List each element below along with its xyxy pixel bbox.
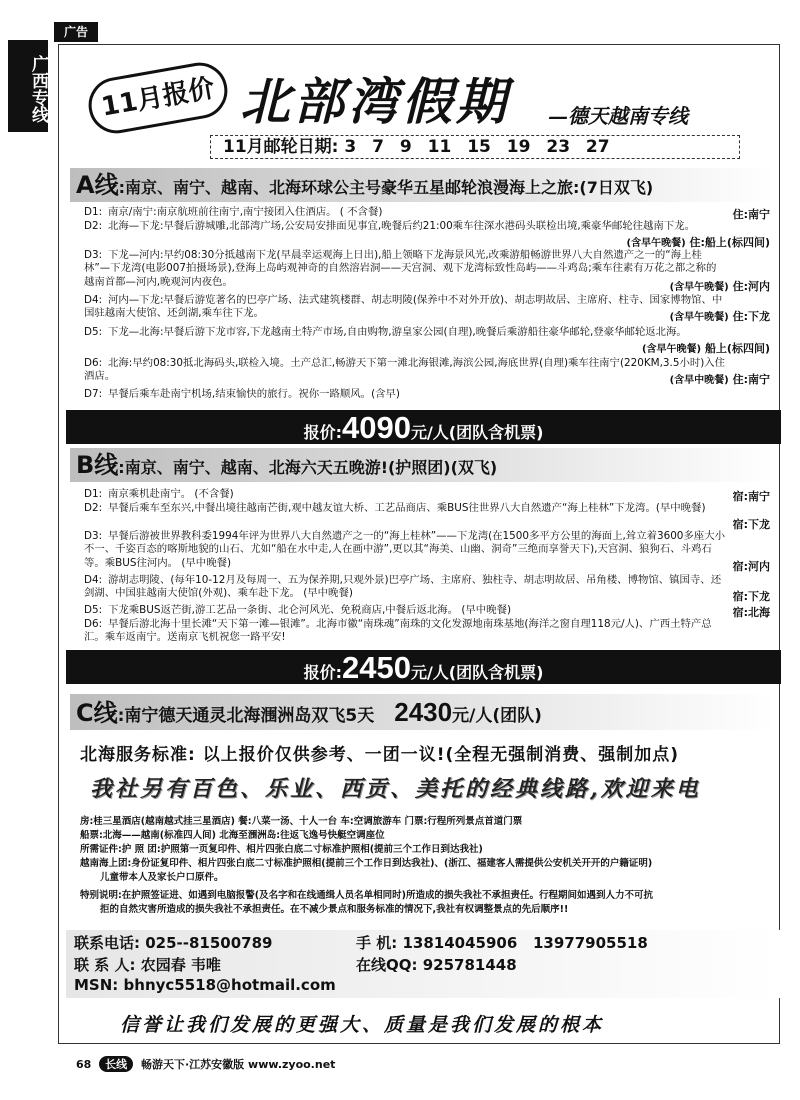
price-label: 报价: [303,423,342,442]
ad-tag: 广告 [54,22,98,42]
line-a-day: D4: 河内—下龙:早餐后游览著名的巴亭广场、法式建筑楼群、胡志明陵(保养中不对外开放)、胡志明故居、主席府、柱寺、国家博物馆、中国驻越南大使馆、还剑湖,乘车往下龙。 [84,294,723,320]
line-b-stay: 宿:下龙 [732,518,770,531]
line-b-prefix: B线 [76,451,119,479]
note-line: 儿童带本人及家长户口原件。 [100,872,224,883]
line-a-day: D3: 下龙—河内:早约08:30分抵越南下龙(早晨幸运观海上日出),船上领略下龙海景风光,改乘游船畅游世界八大自然遗产之一的“海上桂林”—下龙湾(电影007拍摄场景),登海上岛屿观神奇的自然溶岩洞——天宫洞、观下龙湾标致性岛屿——斗鸡岛;乘车往素有万花之都之称的越南首都—河内,晚观河内夜色。 [84,249,717,288]
note-line: 特别说明:在护照签证进、如遇到电脑报警(及名字和在线通缉人员名单相同时)所造成的损失我社不承担责任。行程期间如遇到人力不可抗 [80,890,653,901]
line-c-prefix: C线 [76,699,118,727]
sailing-dates-box [210,135,740,159]
motto: 信誉让我们发展的更强大、质量是我们发展的根本 [120,1014,605,1036]
price-value: 4090 [341,410,411,445]
line-a-header [70,168,775,202]
line-b-day: D4: 游胡志明陵、(每年10-12月及每周一、五为保养期,只观外景)巴亭广场、主席府、独柱寺、胡志明故居、吊角楼、博物馆、镇国寺、还剑湖、中国驻越南大使馆(外观)、乘车赴下龙。 (早中晚餐) [84,574,722,600]
footer-brand: 畅游天下·江苏安徽版 [141,1058,245,1071]
contact-mobile: 手 机: 13814045906 13977905518 [356,934,648,952]
line-a-day: D1: 南京/南宁:南京航班前往南宁,南宁接团入住酒店。 ( 不含餐) [84,206,383,218]
note-line: 越南海上团:身份证复印件、相片四张白底二寸标准护照相(提前三个工作日到达我社)、(浙江、福建客人需提供公安机关开开的户籍证明) [80,858,653,869]
line-b-day: D3: 早餐后游被世界教科委1994年评为世界八大自然遗产之一的“海上桂林”——下龙湾(在1500多平方公里的海面上,耸立着3600多座大小不一、千姿百态的喀斯地貌的山石、尤如“船在水中走,人在画中游”,更以其“海美、山幽、洞奇”三绝而享誉天下),天宫洞、狼狗石、斗鸡石等。乘BUS往河内。 (早中晚餐) [84,530,725,569]
note-line: 船票:北海——越南(标准四人间) 北海至涠洲岛:往返飞逸号快艇空调座位 [80,830,385,841]
line-b-stay: 宿:南宁 [732,490,770,503]
contact-msn: MSN: bhnyc5518@hotmail.com [74,976,336,994]
line-a-stay: (含早午晚餐) 船上(标四间) [641,342,770,355]
line-a-stay: (含早午晚餐) 住:下龙 [669,310,770,323]
note-line: 房:桂三星酒店(越南越式挂三星酒店) 餐:八菜一汤、十人一台 车:空调旅游车 门票:行程所列景点首道门票 [80,816,523,827]
footer [76,1056,335,1072]
price-unit: 元/人(团队含机票) [410,423,544,442]
line-a-day: D5: 下龙—北海:早餐后游下龙市容,下龙越南土特产市场,自由购物,游皇家公园(自理),晚餐后乘游船往豪华邮轮,登豪华邮轮返北海。 [84,326,687,338]
line-a-stay: (含早午晚餐) 住:河内 [669,280,770,293]
line-a-title: :南京、南宁、越南、北海环球公主号豪华五星邮轮浪漫海上之旅:(7日双飞) [118,178,654,197]
line-b-title: :南京、南宁、越南、北海六天五晚游!(护照团)(双飞) [118,458,498,477]
price-unit: 元/人(团队含机票) [410,663,544,682]
line-c-header [70,694,775,730]
footer-pill: 长线 [99,1056,133,1072]
line-b-stay: 宿:北海 [732,606,770,619]
line-a-prefix: A线 [76,171,119,199]
footer-url: www.zyoo.net [248,1058,336,1071]
line-a-stay: 住:南宁 [732,208,770,221]
line-b-day: D1: 南京乘机赴南宁。 (不含餐) [84,488,234,500]
contact-person: 联 系 人: 农园春 韦唯 [74,956,221,974]
line-a-day: D7: 早餐后乘车赴南宁机场,结束愉快的旅行。祝你一路顺风。(含早) [84,388,400,400]
line-b-day: D5: 下龙乘BUS返芒街,游工艺品一条街、北仑河风光、免税商店,中餐后返北海。 (早中晚餐) [84,604,512,616]
price-label: 报价: [303,663,342,682]
month-price-badge: 11月报价 [84,58,232,137]
notes-block [80,815,760,917]
line-a-day: D6: 北海:早约08:30抵北海码头,联检入境。土产总汇,畅游天下第一滩北海银滩,海滨公园,海底世界(自理)乘车往南宁(220KM,3.5小时)入住酒店。 [84,357,726,383]
contact-tel: 联系电话: 025--81500789 [74,934,273,952]
page-title: 北部湾假期 [240,72,510,131]
line-a-stay: (含早中晚餐) 住:南宁 [669,373,770,386]
other-routes-slogan: 我社另有百色、乐业、西贡、美托的经典线路,欢迎来电 [90,776,701,802]
contact-block [66,930,781,998]
line-c-unit: 元/人(团队) [452,706,542,726]
line-b-stay: 宿:河内 [732,560,770,573]
line-c-price: 2430 [394,697,453,727]
service-standard: 北海服务标准: 以上报价仅供参考、一团一议!(全程无强制消费、强制加点) [80,745,680,765]
line-a-price-bar [66,410,781,444]
sidebar-label: 广西专线 [8,40,48,132]
page-subtitle: —德天越南专线 [548,104,688,128]
note-line: 所需证件:护 照 团:护照第一页复印件、相片四张白底二寸标准护照相(提前三个工作日到达我社) [80,844,483,855]
page-number: 68 [76,1058,92,1071]
line-a-stay: (含早午晚餐) 住:船上(标四间) [626,236,770,249]
price-value: 2450 [341,650,411,685]
note-line: 拒的自然灾害所造成的损失我社不承担责任。在不减少景点和服务标准的情况下,我社有权调整景点的先后顺序!! [100,904,569,915]
line-b-day: D2: 早餐后乘车至东兴,中餐出境往越南芒街,观中越友谊大桥、工艺品商店、乘BUS往世界八大自然遗产“海上桂林”下龙湾。(早中晚餐) [84,502,706,514]
line-b-day: D6: 早餐后游北海十里长滩“天下第一滩—银滩”。北海市徽“南珠魂”南珠的文化发源地南珠基地(海洋之窗自理118元/人)、广西土特产总汇。乘车返南宁。送南京飞机祝您一路平安! [84,618,712,644]
line-c-title: :南宁德天通灵北海涠洲岛双飞5天 [117,706,375,726]
sailing-label: 11月邮轮日期: [223,137,339,157]
line-a-day: D2: 北海—下龙:早餐后游城雕,北部湾广场,公安局安排面见事宜,晚餐后约21:00乘车往深水港码头联检出境,乘豪华邮轮往越南下龙。 [84,220,695,232]
sailing-dates: 3 7 9 11 15 19 23 27 [344,137,610,157]
line-b-price-bar [66,650,781,684]
contact-qq: 在线QQ: 925781448 [356,956,517,974]
line-b-stay: 宿:下龙 [732,590,770,603]
line-b-header [70,448,775,482]
